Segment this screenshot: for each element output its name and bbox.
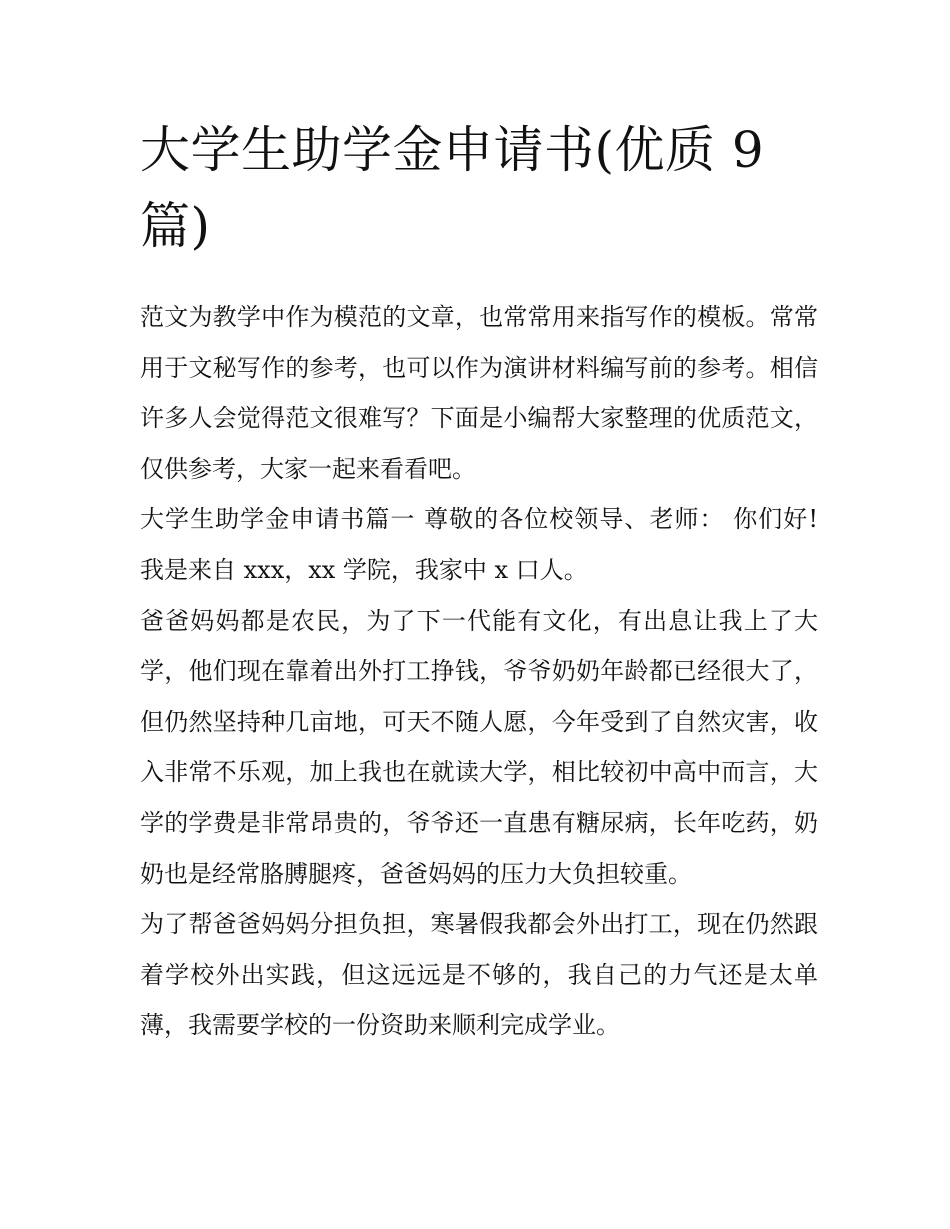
document-page <box>140 112 818 1051</box>
paragraph-greeting: 大学生助学金申请书篇一 尊敬的各位校领导、老师： 你们好! 我是来自 xxx，xx 学院，我家中 x 口人。 <box>140 505 818 584</box>
document-body <box>140 292 818 1051</box>
document-title: 大学生助学金申请书(优质 9 篇) <box>140 121 765 255</box>
paragraph-family: 爸爸妈妈都是农民，为了下一代能有文化，有出息让我上了大学，他们现在靠着出外打工挣钱，爷爷奶奶年龄都已经很大了，但仍然坚持种几亩地，可天不随人愿，今年受到了自然灾害，收入非常不乐观，加上我也在就读大学，相比较初中高中而言，大学的学费是非常昂贵的，爷爷还一直患有糖尿病，长年吃药，奶奶也是经常胳膊腿疼，爸爸妈妈的压力大负担较重。 <box>140 606 818 888</box>
paragraph-intro: 范文为教学中作为模范的文章，也常常用来指写作的模板。常常用于文秘写作的参考，也可以作为演讲材料编写前的参考。相信许多人会觉得范文很难写？下面是小编帮大家整理的优质范文，仅供参考，大家一起来看看吧。 <box>140 303 818 483</box>
paragraph-request: 为了帮爸爸妈妈分担负担，寒暑假我都会外出打工，现在仍然跟着学校外出实践，但这远远是不够的，我自己的力气还是太单薄，我需要学校的一份资助来顺利完成学业。 <box>140 910 818 1040</box>
